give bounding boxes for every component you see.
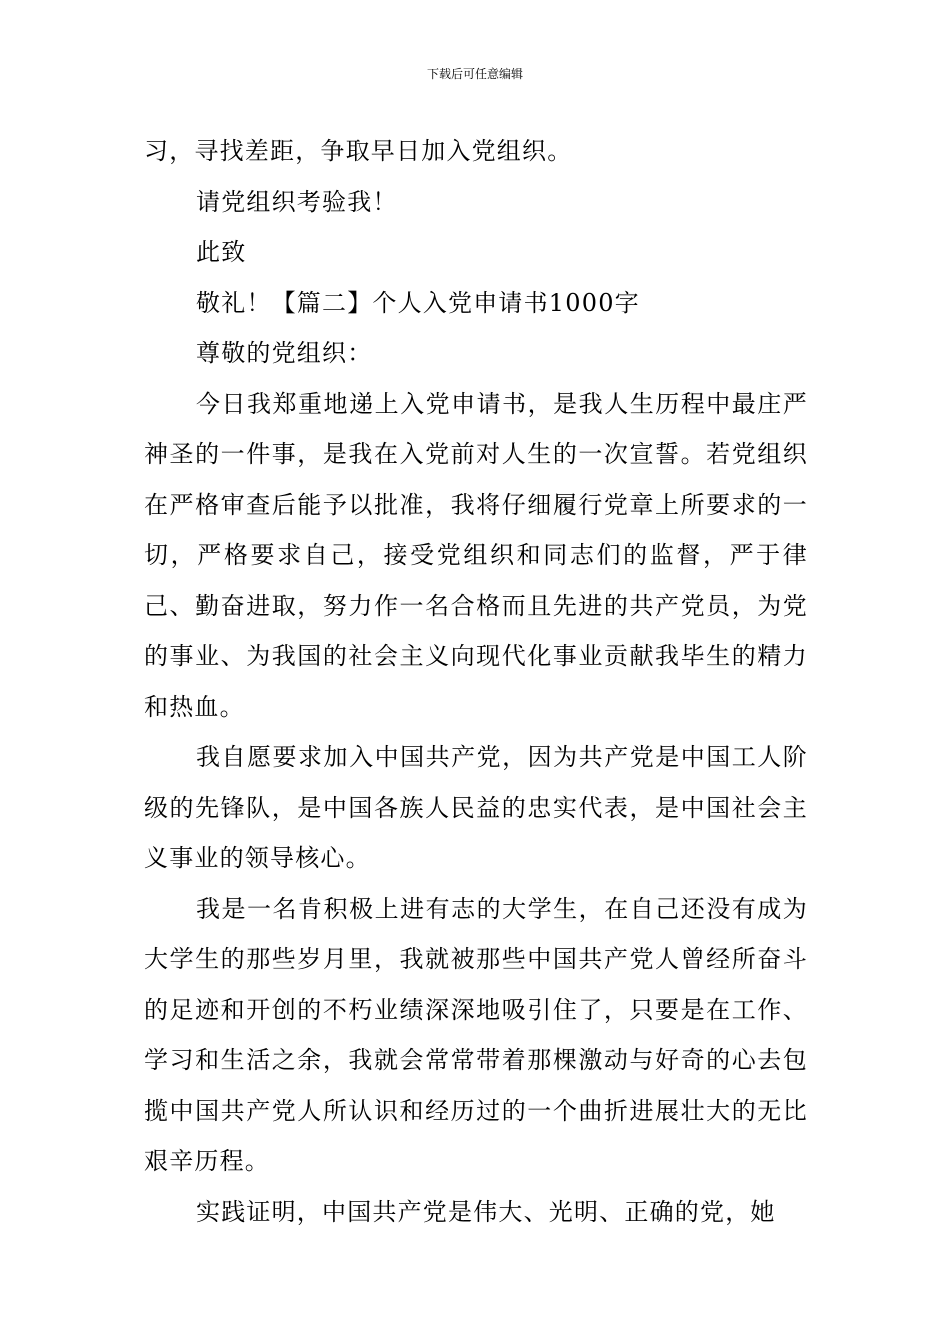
document-body xyxy=(144,126,808,1237)
paragraph-body-3: 我是一名肯积极上进有志的大学生，在自己还没有成为大学生的那些岁月里，我就被那些中国共产党人曾经所奋斗的足迹和开创的不朽业绩深深地吸引住了，只要是在工作、学习和生活之余，我就会常常带着那棵激动与好奇的心去包揽中国共产党人所认识和经历过的一个曲折进展壮大的无比艰辛历程。 xyxy=(144,894,808,1175)
page-header: 下载后可任意编辑 xyxy=(426,67,523,81)
paragraph-continuation: 习，寻找差距，争取早日加入党组织。 xyxy=(144,137,573,165)
paragraph-request: 请党组织考验我！ xyxy=(196,187,398,216)
paragraph-body-4: 实践证明，中国共产党是伟大、光明、正确的党，她 xyxy=(196,1197,776,1226)
paragraph-salutation: 此致 xyxy=(196,238,247,266)
paragraph-body-1: 今日我郑重地递上入党申请书，是我人生历程中最庄严神圣的一件事，是我在入党前对人生的一次宣誓。若党组织在严格审查后能予以批准，我将仔细履行党章上所要求的一切，严格要求自己，接受党组织和同志们的监督，严于律己、勤奋进取，努力作一名合格而且先进的共产党员，为党的事业、为我国的社会主义向现代化事业贡献我毕生的精力和热血。 xyxy=(144,389,808,721)
paragraph-addressee: 尊敬的党组织： xyxy=(196,339,373,367)
paragraph-closing-and-section-title: 敬礼！【篇二】个人入党申请书1000字 xyxy=(196,288,640,317)
paragraph-body-2: 我自愿要求加入中国共产党，因为共产党是中国工人阶级的先锋队，是中国各族人民益的忠实代表，是中国社会主义事业的领导核心。 xyxy=(144,743,808,872)
